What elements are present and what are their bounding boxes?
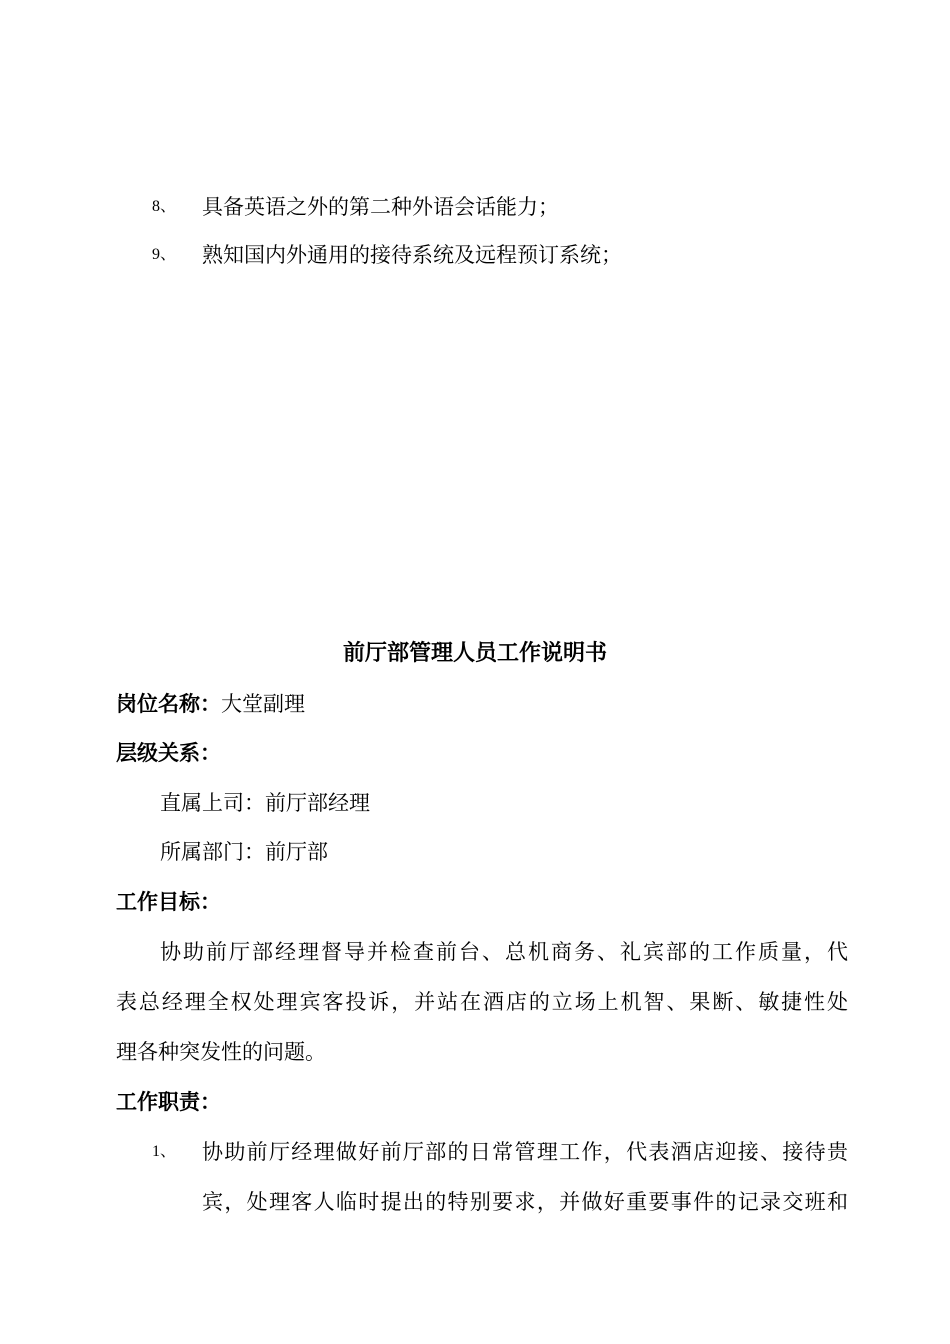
objective-label: 工作目标：	[116, 889, 221, 914]
objective-line-2: 表总经理全权处理宾客投诉，并站在酒店的立场上机智、果断、敏捷性处	[116, 990, 848, 1014]
superior-line: 直属上司：前厅部经理	[160, 791, 370, 815]
list-item-8-text: 具备英语之外的第二种外语会话能力；	[202, 195, 559, 219]
duty-number-1: 1、	[152, 1143, 177, 1160]
duty-1-line-2: 宾，处理客人临时提出的特别要求，并做好重要事件的记录交班和	[202, 1190, 848, 1214]
objective-line-1: 协助前厅部经理督导并检查前台、总机商务、礼宾部的工作质量，代	[160, 940, 848, 964]
department-line: 所属部门：前厅部	[160, 840, 328, 864]
position-value: 大堂副理	[221, 692, 305, 716]
duties-label: 工作职责：	[116, 1089, 221, 1114]
position-row	[116, 690, 305, 718]
list-number-9: 9、	[152, 246, 177, 263]
objective-line-3: 理各种突发性的问题。	[116, 1040, 326, 1064]
document-title: 前厅部管理人员工作说明书	[342, 640, 607, 666]
list-item-9-text: 熟知国内外通用的接待系统及远程预订系统；	[202, 243, 622, 267]
position-label: 岗位名称：	[116, 691, 221, 716]
hierarchy-label: 层级关系：	[116, 740, 221, 765]
list-number-8: 8、	[152, 198, 177, 215]
duty-1-line-1: 协助前厅经理做好前厅部的日常管理工作，代表酒店迎接、接待贵	[202, 1140, 848, 1164]
